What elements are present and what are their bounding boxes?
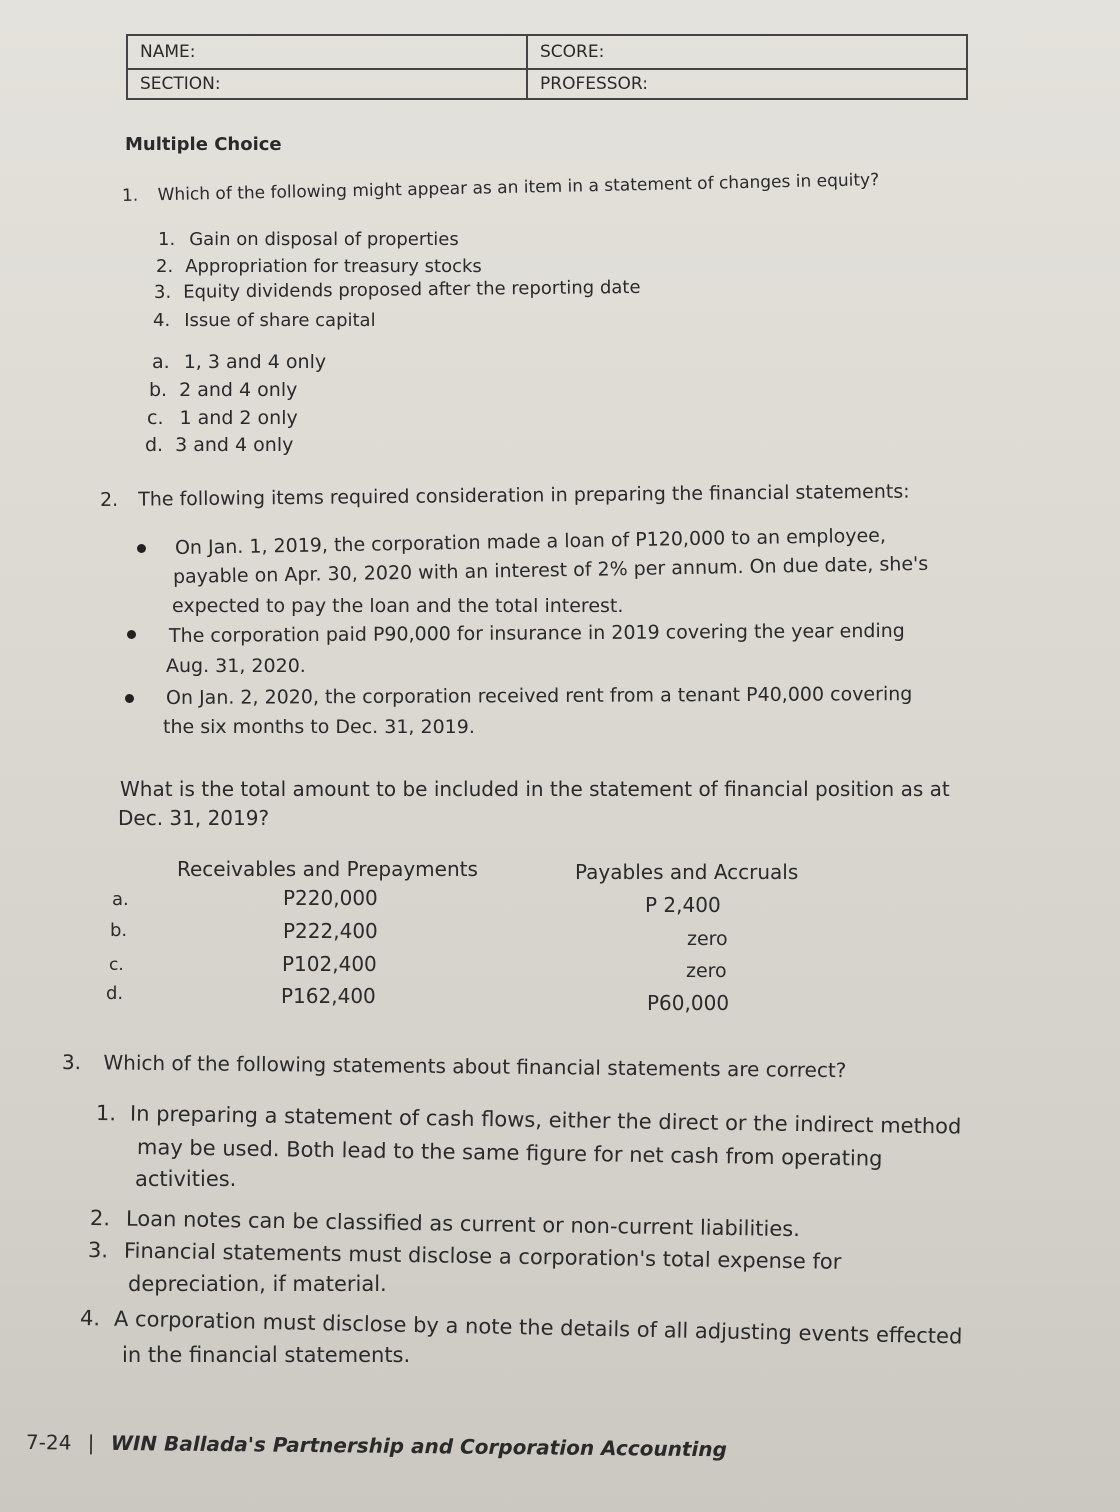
q3-item-4: 4. A corporation must disclose by a note the details of all adjusting events effected	[79, 1306, 963, 1349]
header-info-table	[126, 34, 968, 100]
q1-item: 4. Issue of share capital	[153, 310, 376, 331]
professor-label: PROFESSOR:	[540, 74, 648, 94]
q3-item-3-line: depreciation, if material.	[128, 1272, 387, 1296]
bullet-icon	[127, 630, 136, 639]
q1-item: 2. Appropriation for treasury stocks	[156, 256, 482, 277]
question-1	[122, 166, 880, 210]
q2-choice-b-col2: zero	[687, 928, 728, 950]
question-2	[100, 478, 910, 514]
q3-item-1-line: may be used. Both lead to the same figure for net cash from operating	[136, 1135, 883, 1171]
q3-item-4-line: in the financial statements.	[122, 1343, 411, 1367]
q1-item: 1. Gain on disposal of properties	[158, 229, 459, 250]
q2-choice-b-letter[interactable]: b.	[110, 920, 128, 941]
question-2-text: The following items required consideration in preparing the financial statements:	[138, 480, 910, 511]
q2-question-line: What is the total amount to be included in the statement of financial position as at	[120, 777, 950, 801]
q2-choice-c-letter[interactable]: c.	[109, 955, 124, 975]
bullet-icon	[125, 694, 134, 703]
q2-bullet-3-line: the six months to Dec. 31, 2019.	[163, 716, 475, 738]
page-number: 7-24	[25, 1430, 72, 1455]
q2-choice-c-col1: P102,400	[282, 952, 377, 976]
page-footer	[26, 1428, 727, 1463]
bullet-icon	[137, 544, 146, 553]
q3-item-1-line: activities.	[135, 1167, 237, 1191]
q1-choice-b[interactable]: b. 2 and 4 only	[149, 379, 298, 401]
q2-choice-a-letter[interactable]: a.	[112, 889, 129, 910]
q2-choice-c-col2: zero	[686, 960, 727, 982]
score-label: SCORE:	[540, 42, 605, 62]
question-1-number: 1.	[121, 185, 139, 206]
q1-choice-a[interactable]: a. 1, 3 and 4 only	[152, 351, 327, 373]
q2-choice-a-col1: P220,000	[283, 886, 378, 910]
q3-item-3: 3. Financial statements must disclose a corporation's total expense for	[87, 1238, 842, 1274]
book-title: WIN Ballada's Partnership and Corporation Accounting	[110, 1430, 727, 1462]
q1-choice-c[interactable]: c. 1 and 2 only	[147, 407, 298, 429]
q2-bullet-3-line: On Jan. 2, 2020, the corporation received rent from a tenant P40,000 covering	[165, 683, 913, 709]
q1-item: 3. Equity dividends proposed after the reporting date	[153, 276, 641, 303]
q2-choice-a-col2: P 2,400	[645, 893, 721, 917]
question-3-text: Which of the following statements about financial statements are correct?	[103, 1050, 847, 1083]
q2-choice-b-col1: P222,400	[283, 919, 378, 943]
section-title: Multiple Choice	[125, 134, 282, 155]
q2-choice-d-col2: P60,000	[647, 991, 730, 1015]
q1-choice-d[interactable]: d. 3 and 4 only	[145, 434, 294, 456]
q2-bullet-2-line: The corporation paid P90,000 for insurance in 2019 covering the year ending	[168, 619, 905, 647]
name-label: NAME:	[128, 36, 528, 68]
q2-col2-header: Payables and Accruals	[575, 860, 799, 884]
question-2-number: 2.	[99, 488, 119, 511]
q2-bullet-1-line: payable on Apr. 30, 2020 with an interest of 2% per annum. On due date, she's	[172, 552, 929, 588]
question-3-number: 3.	[61, 1050, 82, 1075]
q2-col1-header: Receivables and Prepayments	[177, 857, 478, 881]
question-1-text: Which of the following might appear as an item in a statement of changes in equity?	[157, 170, 880, 206]
question-3	[62, 1048, 847, 1084]
q2-question-line: Dec. 31, 2019?	[118, 806, 270, 830]
footer-separator: |	[87, 1430, 95, 1455]
q3-item-2: 2. Loan notes can be classified as current or non-current liabilities.	[89, 1206, 801, 1242]
q2-bullet-1-line: On Jan. 1, 2019, the corporation made a loan of P120,000 to an employee,	[174, 524, 887, 559]
section-label: SECTION:	[128, 68, 528, 100]
q2-choice-d-col1: P162,400	[281, 984, 376, 1008]
q2-choice-d-letter[interactable]: d.	[106, 983, 124, 1004]
q3-item-1: 1. In preparing a statement of cash flows, either the direct or the indirect method	[95, 1101, 962, 1139]
q2-bullet-1-line: expected to pay the loan and the total interest.	[172, 595, 624, 617]
q2-bullet-2-line: Aug. 31, 2020.	[166, 655, 306, 677]
